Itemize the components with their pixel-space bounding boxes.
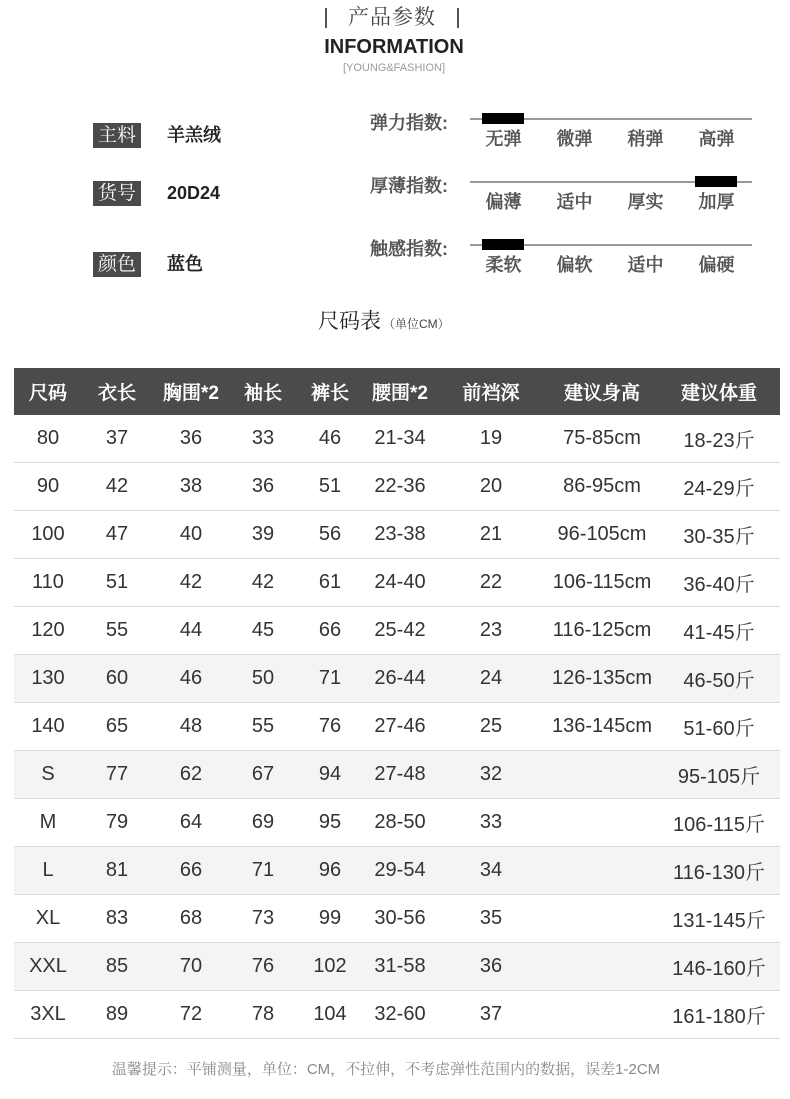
cell-waist: 23-38 [374, 523, 426, 545]
index-options [468, 109, 752, 151]
cell-front-rise: 35 [479, 907, 503, 929]
spec-value: 羊羔绒 [167, 125, 221, 145]
section-header [325, 6, 459, 30]
cell-suggested-height: 75-85cm [563, 427, 641, 449]
cell-suggested-weight: 41-45斤 [683, 622, 755, 644]
option-label: 加厚 [698, 192, 735, 212]
cell-pants-length: 51 [318, 475, 342, 497]
cell-top-length: 55 [105, 619, 129, 641]
cell-suggested-weight: 146-160斤 [672, 958, 766, 980]
cell-top-length: 83 [105, 907, 129, 929]
selected-level-marker [482, 113, 524, 124]
index-label: 触感指数: [370, 239, 448, 259]
cell-waist: 31-58 [374, 955, 426, 977]
cell-top-length: 89 [105, 1003, 129, 1025]
cell-front-rise: 19 [479, 427, 503, 449]
cell-chest: 48 [179, 715, 203, 737]
softness-index [370, 235, 752, 277]
softness-option [681, 235, 752, 277]
cell-suggested-height: 86-95cm [563, 475, 641, 497]
spec-label: 颜色 [93, 252, 141, 277]
cell-waist: 21-34 [374, 427, 426, 449]
cell-top-length: 37 [105, 427, 129, 449]
cell-top-length: 85 [105, 955, 129, 977]
option-label: 适中 [627, 255, 664, 275]
page-subtitle: INFORMATION [324, 36, 464, 58]
header-divider-right [457, 8, 459, 28]
softness-option [610, 235, 681, 277]
option-label: 适中 [556, 192, 593, 212]
size-table [14, 368, 780, 1039]
cell-size: XL [35, 907, 61, 929]
header-sleeve: 袖长 [243, 383, 282, 404]
cell-sleeve: 50 [251, 667, 275, 689]
table-row [14, 847, 780, 895]
spec-color [93, 252, 333, 277]
cell-pants-length: 71 [318, 667, 342, 689]
size-chart-title: 尺码表 [318, 310, 381, 333]
page-tagline: [YOUNG&FASHION] [342, 62, 446, 74]
cell-top-length: 79 [105, 811, 129, 833]
option-label: 无弹 [485, 129, 522, 149]
option-label: 偏硬 [698, 255, 735, 275]
spec-value: 20D24 [167, 183, 221, 203]
cell-front-rise: 36 [479, 955, 503, 977]
cell-waist: 32-60 [374, 1003, 426, 1025]
size-chart-heading [318, 309, 450, 335]
cell-suggested-weight: 95-105斤 [677, 766, 761, 788]
cell-waist: 25-42 [374, 619, 426, 641]
cell-chest: 72 [179, 1003, 203, 1025]
cell-top-length: 81 [105, 859, 129, 881]
thickness-option [468, 172, 539, 214]
cell-size: 120 [31, 619, 65, 641]
option-label: 偏软 [556, 255, 593, 275]
cell-waist: 29-54 [374, 859, 426, 881]
softness-option [539, 235, 610, 277]
elasticity-index [370, 109, 752, 151]
index-options [468, 235, 752, 277]
cell-pants-length: 95 [318, 811, 342, 833]
table-row [14, 943, 780, 991]
table-row [14, 991, 780, 1039]
cell-pants-length: 46 [318, 427, 342, 449]
cell-suggested-weight: 131-145斤 [672, 910, 766, 932]
cell-chest: 46 [179, 667, 203, 689]
option-label: 高弹 [698, 129, 735, 149]
cell-top-length: 77 [105, 763, 129, 785]
cell-size: M [39, 811, 57, 833]
cell-suggested-height: 96-105cm [557, 523, 647, 545]
selected-level-marker [695, 176, 737, 187]
elasticity-option [539, 109, 610, 151]
cell-sleeve: 39 [251, 523, 275, 545]
cell-suggested-height: 126-135cm [551, 667, 653, 689]
cell-suggested-weight: 24-29斤 [683, 478, 755, 500]
table-row [14, 559, 780, 607]
cell-waist: 22-36 [374, 475, 426, 497]
option-label: 微弹 [556, 129, 593, 149]
option-label: 厚实 [627, 192, 664, 212]
thickness-option [681, 172, 752, 214]
cell-suggested-height [546, 799, 658, 846]
cell-chest: 40 [179, 523, 203, 545]
table-row [14, 607, 780, 655]
cell-size: 80 [36, 427, 60, 449]
cell-size: XXL [29, 955, 67, 977]
cell-sleeve: 55 [251, 715, 275, 737]
cell-chest: 42 [179, 571, 203, 593]
table-header-row [14, 368, 780, 415]
thickness-index [370, 172, 752, 214]
cell-suggested-weight: 46-50斤 [683, 670, 755, 692]
cell-pants-length: 99 [318, 907, 342, 929]
cell-size: 110 [32, 571, 64, 593]
header-pants-length: 裤长 [310, 383, 349, 404]
cell-size: 90 [36, 475, 60, 497]
measurement-note: 温馨提示：平铺测量，单位：CM，不拉伸，不考虑弹性范围内的数据，误差1-2CM [111, 1061, 661, 1078]
cell-sleeve: 33 [251, 427, 275, 449]
cell-size: 3XL [30, 1003, 66, 1025]
cell-chest: 64 [179, 811, 203, 833]
cell-waist: 26-44 [374, 667, 426, 689]
cell-suggested-height: 116-125cm [552, 619, 652, 641]
table-row [14, 463, 780, 511]
cell-top-length: 60 [105, 667, 129, 689]
cell-size: L [42, 859, 54, 881]
thickness-option [610, 172, 681, 214]
index-label: 弹力指数: [370, 113, 448, 133]
cell-top-length: 51 [105, 571, 129, 593]
header-front-rise: 前裆深 [462, 383, 520, 404]
header-size: 尺码 [28, 383, 67, 404]
cell-front-rise: 32 [479, 763, 503, 785]
cell-suggested-weight: 18-23斤 [683, 430, 755, 452]
cell-chest: 62 [179, 763, 203, 785]
cell-pants-length: 66 [318, 619, 342, 641]
option-label: 柔软 [485, 255, 522, 275]
cell-chest: 70 [179, 955, 203, 977]
cell-suggested-weight: 106-115斤 [673, 814, 765, 836]
cell-suggested-height [546, 847, 658, 894]
cell-top-length: 47 [105, 523, 129, 545]
cell-suggested-weight: 51-60斤 [683, 718, 755, 740]
table-row [14, 655, 780, 703]
cell-size: 130 [31, 667, 65, 689]
cell-sleeve: 42 [251, 571, 275, 593]
size-chart-unit: （单位CM） [383, 317, 450, 331]
cell-front-rise: 24 [479, 667, 503, 689]
table-row [14, 415, 780, 463]
spec-item-number [93, 181, 333, 206]
spec-material [93, 123, 333, 148]
option-label: 稍弹 [627, 129, 664, 149]
cell-sleeve: 45 [251, 619, 275, 641]
cell-front-rise: 25 [479, 715, 503, 737]
cell-waist: 27-48 [374, 763, 426, 785]
cell-suggested-height [546, 751, 658, 798]
cell-chest: 44 [179, 619, 203, 641]
cell-pants-length: 61 [318, 571, 342, 593]
cell-size: 140 [31, 715, 65, 737]
cell-sleeve: 76 [251, 955, 275, 977]
index-label: 厚薄指数: [370, 176, 448, 196]
cell-waist: 30-56 [374, 907, 426, 929]
cell-suggested-height: 106-115cm [552, 571, 652, 593]
table-row [14, 703, 780, 751]
cell-suggested-height [546, 943, 658, 990]
cell-sleeve: 69 [251, 811, 275, 833]
cell-sleeve: 36 [251, 475, 275, 497]
header-suggested-height: 建议身高 [563, 383, 640, 404]
cell-suggested-weight: 30-35斤 [683, 526, 755, 548]
cell-chest: 66 [179, 859, 203, 881]
cell-size: 100 [31, 523, 65, 545]
index-options [468, 172, 752, 214]
cell-front-rise: 22 [479, 571, 503, 593]
cell-waist: 28-50 [374, 811, 426, 833]
spec-label: 主料 [93, 123, 141, 148]
spec-value: 蓝色 [167, 254, 203, 274]
cell-chest: 36 [179, 427, 203, 449]
cell-pants-length: 102 [313, 955, 347, 977]
cell-size: S [41, 763, 55, 785]
header-top-length: 衣长 [97, 383, 136, 404]
elasticity-option [681, 109, 752, 151]
header-waist: 腰围*2 [372, 383, 428, 404]
cell-suggested-height [546, 991, 658, 1038]
option-label: 偏薄 [485, 192, 522, 212]
cell-pants-length: 96 [318, 859, 342, 881]
table-row [14, 895, 780, 943]
cell-top-length: 65 [105, 715, 129, 737]
cell-sleeve: 67 [251, 763, 275, 785]
softness-option [468, 235, 539, 277]
elasticity-option [468, 109, 539, 151]
cell-top-length: 42 [105, 475, 129, 497]
cell-sleeve: 71 [251, 859, 275, 881]
cell-waist: 24-40 [374, 571, 426, 593]
cell-pants-length: 76 [318, 715, 342, 737]
cell-pants-length: 94 [318, 763, 342, 785]
cell-front-rise: 34 [479, 859, 503, 881]
cell-suggested-weight: 161-180斤 [672, 1006, 766, 1028]
cell-sleeve: 73 [251, 907, 275, 929]
cell-suggested-weight: 116-130斤 [673, 862, 765, 884]
page-title: 产品参数 [348, 6, 436, 29]
header-suggested-weight: 建议体重 [680, 383, 757, 404]
cell-chest: 68 [179, 907, 203, 929]
cell-suggested-height: 136-145cm [551, 715, 653, 737]
spec-label: 货号 [93, 181, 141, 206]
thickness-option [539, 172, 610, 214]
table-row [14, 799, 780, 847]
cell-front-rise: 23 [479, 619, 503, 641]
header-chest: 胸围*2 [163, 383, 219, 404]
table-row [14, 751, 780, 799]
cell-front-rise: 21 [479, 523, 503, 545]
cell-front-rise: 20 [479, 475, 503, 497]
cell-front-rise: 33 [479, 811, 503, 833]
cell-sleeve: 78 [251, 1003, 275, 1025]
elasticity-option [610, 109, 681, 151]
cell-pants-length: 56 [318, 523, 342, 545]
table-row [14, 511, 780, 559]
cell-suggested-weight: 36-40斤 [683, 574, 755, 596]
selected-level-marker [482, 239, 524, 250]
cell-front-rise: 37 [479, 1003, 503, 1025]
cell-chest: 38 [179, 475, 203, 497]
cell-pants-length: 104 [313, 1003, 347, 1025]
cell-waist: 27-46 [374, 715, 426, 737]
cell-suggested-height [546, 895, 658, 942]
